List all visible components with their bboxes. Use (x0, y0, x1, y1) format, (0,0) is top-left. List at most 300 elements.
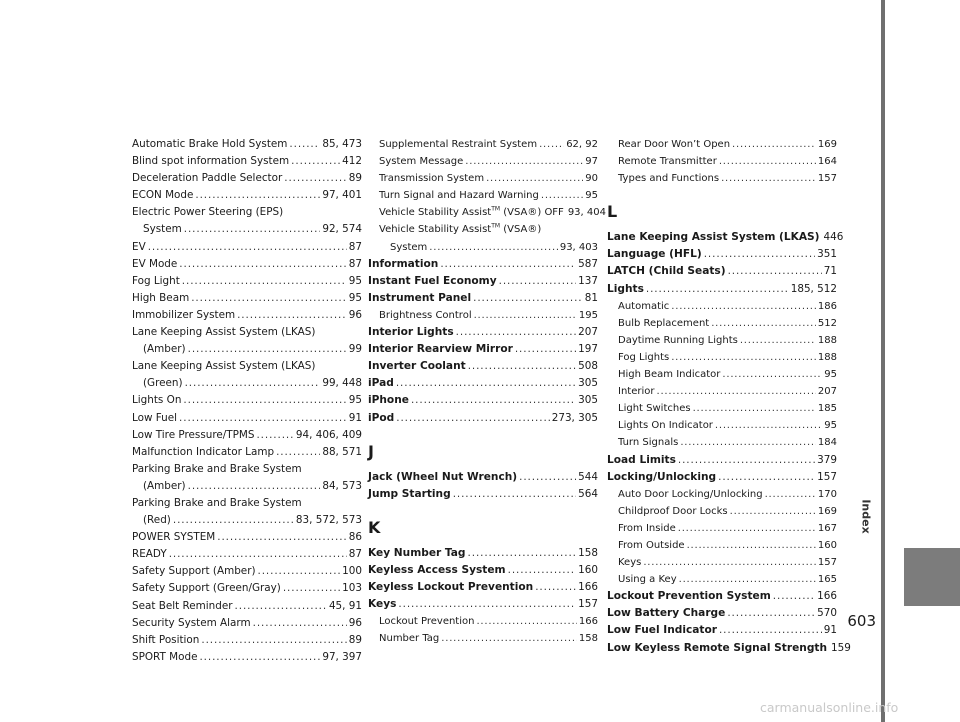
index-entry[interactable] (132, 153, 362, 170)
entry-label-text: SPORT Mode (132, 650, 198, 663)
index-entry[interactable] (607, 366, 837, 383)
entry-label (143, 512, 171, 529)
dot-leader (687, 537, 816, 554)
index-entry[interactable] (132, 410, 362, 427)
index-entry[interactable] (132, 136, 362, 153)
entry-label (618, 315, 709, 332)
entry-page-ref[interactable]: 95 (348, 291, 362, 304)
entry-page-ref[interactable]: 62, 92 (566, 139, 598, 150)
index-entry[interactable] (132, 615, 362, 632)
dot-leader (539, 136, 564, 153)
index-entry[interactable] (368, 307, 598, 324)
entry-page-ref[interactable]: 167 (817, 522, 837, 534)
entry-label-text: Lane Keeping Assist System (LKAS) (132, 360, 316, 373)
index-entry[interactable] (368, 239, 598, 256)
entry-page-ref[interactable]: 446 (823, 231, 844, 244)
entry-label-text: Seat Belt Reminder (132, 599, 233, 612)
entry-page-ref[interactable]: 564 (578, 487, 598, 500)
entry-label-text: Lights (607, 282, 644, 295)
entry-page-ref[interactable]: 95 (348, 394, 362, 407)
entry-label-text: System (390, 241, 428, 253)
entry-label (132, 546, 167, 563)
dot-leader (169, 546, 347, 563)
entry-page-ref[interactable]: 92, 574 (322, 223, 362, 236)
entry-label-text: Parking Brake and Brake System (132, 462, 302, 475)
entry-page-ref[interactable]: 570 (817, 607, 837, 620)
entry-label (132, 307, 235, 324)
index-entry[interactable] (132, 632, 362, 649)
index-entry[interactable] (132, 427, 362, 444)
entry-label (618, 554, 641, 571)
entry-page-ref[interactable]: 185 (817, 403, 837, 415)
entry-label (607, 281, 644, 298)
dot-leader (468, 545, 577, 562)
entry-label-text: Blind spot information System (132, 155, 290, 168)
entry-page-ref[interactable]: 169 (817, 505, 837, 517)
entry-label-text: Language (HFL) (607, 248, 702, 261)
dot-leader (441, 630, 577, 647)
index-entry[interactable] (607, 153, 837, 170)
index-entry[interactable] (132, 546, 362, 563)
entry-page-ref[interactable]: 379 (817, 453, 837, 466)
index-entry[interactable] (607, 281, 837, 298)
entry-label-text: Keys (618, 557, 642, 569)
index-entry[interactable] (607, 434, 837, 451)
entry-label (132, 410, 177, 427)
entry-page-ref[interactable]: 95 (824, 420, 837, 432)
entry-page-ref[interactable]: 305 (578, 394, 598, 407)
entry-page-ref[interactable]: 197 (578, 343, 598, 356)
entry-page-ref[interactable]: 95 (585, 190, 598, 202)
dot-leader (474, 307, 577, 324)
entry-label (132, 615, 251, 632)
entry-label-text: Brightness Control (379, 309, 472, 321)
entry-page-ref[interactable]: 351 (817, 248, 837, 261)
entry-label (618, 298, 669, 315)
index-entry[interactable] (607, 170, 837, 187)
entry-label (132, 563, 256, 580)
index-entry[interactable] (607, 520, 837, 537)
index-entry[interactable] (368, 630, 598, 647)
entry-page-ref[interactable]: 71 (823, 265, 837, 278)
entry-label (132, 463, 302, 475)
index-entry[interactable] (607, 349, 837, 366)
entry-label (607, 246, 702, 263)
index-entry[interactable] (132, 392, 362, 409)
dot-leader (730, 503, 816, 520)
entry-label-text: Safety Support (Green/Gray) (132, 582, 281, 595)
index-entry[interactable] (607, 486, 837, 503)
entry-label (368, 358, 466, 375)
entry-page-ref[interactable]: 159 (831, 641, 851, 654)
entry-label (379, 170, 484, 187)
index-entry[interactable] (132, 375, 362, 392)
dot-leader (440, 256, 576, 273)
entry-label-text: Low Fuel (132, 411, 178, 424)
entry-page-ref[interactable]: 90 (585, 173, 598, 185)
entry-label-text: Low Battery Charge (607, 607, 726, 620)
entry-page-ref[interactable]: 93, 404 (567, 207, 606, 219)
entry-label-text: Lights On (132, 394, 182, 407)
dot-leader (715, 417, 822, 434)
entry-page-ref[interactable]: 88, 571 (322, 445, 362, 458)
entry-page-ref[interactable]: 195 (578, 309, 598, 321)
side-strip (881, 0, 885, 722)
index-entry[interactable] (368, 358, 598, 375)
entry-page-ref[interactable]: 99 (348, 343, 362, 356)
index-entry[interactable] (132, 649, 362, 666)
entry-page-ref[interactable]: 165 (817, 574, 837, 586)
entry-label (368, 469, 517, 486)
index-entry[interactable] (368, 324, 598, 341)
entry-label (379, 136, 537, 153)
index-entry[interactable] (368, 596, 598, 613)
entry-page-ref[interactable]: 81 (584, 291, 598, 304)
entry-label-text: Supplemental Restraint System (379, 139, 538, 150)
entry-page-ref[interactable]: 87 (348, 548, 362, 561)
index-entry[interactable] (132, 273, 362, 290)
dot-leader (535, 579, 576, 596)
page-number: 603 (847, 612, 876, 630)
index-entry[interactable] (132, 256, 362, 273)
index-entry[interactable] (132, 478, 362, 495)
entry-page-ref[interactable]: 273, 305 (551, 411, 598, 424)
entry-label (618, 153, 717, 170)
dot-leader (184, 221, 321, 238)
dot-leader (773, 588, 815, 605)
entry-page-ref[interactable]: 186 (817, 300, 837, 312)
entry-page-ref[interactable]: 188 (817, 351, 837, 363)
entry-page-ref[interactable]: 83, 572, 573 (295, 514, 362, 527)
index-entry[interactable] (368, 545, 598, 562)
index-entry[interactable] (607, 537, 837, 554)
index-entry[interactable] (368, 170, 598, 187)
dot-leader (719, 153, 816, 170)
entry-page-ref[interactable]: 87 (348, 240, 362, 253)
entry-page-ref[interactable]: 166 (817, 590, 837, 603)
entry-label-text: iPod (368, 411, 395, 424)
entry-page-ref[interactable]: 94, 406, 409 (295, 428, 362, 441)
entry-label (618, 417, 713, 434)
entry-page-ref[interactable]: 96 (348, 616, 362, 629)
dot-leader (465, 153, 583, 170)
index-side-tab (881, 0, 960, 722)
index-entry[interactable] (368, 613, 598, 630)
entry-page-ref[interactable]: 160 (817, 539, 837, 551)
dot-leader (291, 153, 340, 170)
dot-leader (678, 520, 816, 537)
dot-leader (680, 434, 816, 451)
dot-leader (179, 410, 347, 427)
entry-label (379, 307, 472, 324)
dot-leader (732, 136, 816, 153)
index-entry[interactable] (132, 204, 362, 221)
entry-page-ref[interactable]: 137 (578, 274, 598, 287)
index-entry[interactable] (368, 375, 598, 392)
entry-label-text: ECON Mode (132, 189, 194, 202)
index-entry[interactable] (607, 400, 837, 417)
dot-leader (486, 170, 583, 187)
entry-page-ref[interactable]: 95 (348, 274, 362, 287)
entry-label-text: Deceleration Paddle Selector (132, 172, 283, 185)
entry-page-ref[interactable]: 185, 512 (790, 282, 837, 295)
index-entry[interactable] (607, 298, 837, 315)
index-entry[interactable] (368, 341, 598, 358)
entry-label-text: Interior Lights (368, 326, 454, 339)
index-entry[interactable] (132, 598, 362, 615)
entry-page-ref[interactable]: 169 (817, 139, 837, 150)
entry-label-text: Daytime Running Lights (618, 334, 738, 346)
index-entry[interactable] (368, 256, 598, 273)
entry-label-text: Low Fuel Indicator (607, 624, 717, 637)
entry-page-ref[interactable]: 305 (578, 377, 598, 390)
entry-label-text: Keyless Access System (368, 563, 506, 576)
entry-page-ref[interactable]: 157 (817, 557, 837, 569)
index-entry[interactable] (368, 187, 598, 204)
entry-page-ref[interactable]: 157 (817, 470, 837, 483)
index-entry[interactable] (607, 383, 837, 400)
entry-label-text: Immobilizer System (132, 308, 236, 321)
entry-label (607, 263, 726, 280)
index-entry[interactable] (132, 358, 362, 375)
entry-label-text: Lockout Prevention (379, 616, 475, 628)
entry-label (607, 452, 676, 469)
index-entry[interactable] (132, 187, 362, 204)
index-entry[interactable] (607, 417, 837, 434)
entry-label-text: Lane Keeping Assist System (LKAS) (607, 231, 820, 244)
trademark-sup: TM (491, 206, 501, 214)
dot-leader (728, 263, 822, 280)
dot-leader (719, 622, 822, 639)
entry-label-text: System Message (379, 156, 464, 168)
entry-page-ref[interactable]: 84, 573 (322, 479, 362, 492)
entry-page-ref[interactable]: 85, 473 (322, 138, 362, 150)
dot-leader (519, 469, 576, 486)
entry-page-ref[interactable]: 166 (578, 580, 598, 593)
entry-label (379, 153, 463, 170)
entry-page-ref[interactable]: 166 (578, 616, 598, 628)
index-entry[interactable] (132, 529, 362, 546)
index-entry[interactable] (607, 332, 837, 349)
entry-page-ref[interactable]: 508 (578, 360, 598, 373)
entry-label-text: Vehicle Stability Assist (379, 207, 492, 219)
entry-page-ref[interactable]: 544 (578, 470, 598, 483)
index-entry[interactable] (132, 512, 362, 529)
entry-page-ref[interactable]: 91 (823, 624, 837, 637)
entry-page-ref[interactable]: 188 (817, 334, 837, 346)
dot-leader (656, 383, 815, 400)
entry-page-ref[interactable]: 97, 401 (322, 189, 362, 202)
entry-page-ref[interactable]: 96 (348, 308, 362, 321)
entry-page-ref[interactable]: 89 (348, 172, 362, 185)
index-entry[interactable] (607, 571, 837, 588)
entry-page-ref[interactable]: 97 (585, 156, 598, 168)
index-entry[interactable] (132, 580, 362, 597)
entry-page-ref[interactable]: 157 (817, 173, 837, 185)
dot-leader (396, 375, 576, 392)
entry-page-ref[interactable]: 170 (817, 488, 837, 500)
entry-page-ref[interactable]: 158 (578, 546, 598, 559)
entry-page-ref[interactable]: 87 (348, 257, 362, 270)
index-entry[interactable] (607, 622, 837, 639)
entry-page-ref[interactable]: 93, 403 (559, 241, 598, 253)
entry-label (132, 136, 287, 153)
entry-label-text: Automatic Brake Hold System (132, 138, 288, 150)
entry-label-text: Instrument Panel (368, 291, 472, 304)
dot-leader (740, 332, 816, 349)
entry-label (143, 375, 183, 392)
entry-label-text: Remote Transmitter (618, 156, 717, 168)
index-entry[interactable] (607, 246, 837, 263)
entry-page-ref[interactable]: 207 (817, 386, 837, 398)
dot-leader (195, 187, 320, 204)
entry-label-text: EV (132, 240, 146, 253)
index-entry[interactable] (607, 503, 837, 520)
entry-label-text: Fog Lights (618, 351, 670, 363)
dot-leader (453, 486, 576, 503)
entry-page-ref[interactable]: 512 (817, 317, 837, 329)
index-letter-heading: K (368, 517, 381, 537)
entry-page-ref[interactable]: 207 (578, 326, 598, 339)
index-entry[interactable] (607, 452, 837, 469)
index-entry[interactable] (368, 204, 606, 221)
index-entry[interactable] (607, 469, 837, 486)
index-entry[interactable] (132, 444, 362, 461)
entry-label (379, 224, 541, 235)
entry-page-ref[interactable]: 86 (348, 531, 362, 544)
entry-page-ref[interactable]: 97, 397 (322, 650, 362, 663)
entry-label (607, 588, 771, 605)
index-entry[interactable] (132, 221, 362, 238)
entry-page-ref[interactable]: 89 (348, 633, 362, 646)
index-entry[interactable] (368, 469, 598, 486)
entry-label (132, 239, 146, 256)
entry-page-ref[interactable]: 157 (578, 598, 598, 611)
index-entry[interactable] (607, 554, 837, 571)
entry-label (618, 503, 728, 520)
entry-label (618, 332, 738, 349)
index-entry[interactable] (368, 290, 598, 307)
entry-page-ref[interactable]: 158 (578, 633, 598, 645)
index-letter-heading: J (368, 441, 374, 461)
dot-leader (188, 341, 347, 358)
entry-label (379, 187, 539, 204)
dot-leader (398, 596, 576, 613)
index-entry[interactable] (132, 495, 362, 512)
entry-page-ref[interactable]: 100 (342, 565, 362, 578)
entry-label (132, 497, 302, 509)
entry-page-ref[interactable]: 184 (817, 437, 837, 449)
dot-leader (276, 444, 320, 461)
index-entry[interactable] (607, 229, 844, 246)
index-entry[interactable] (132, 239, 362, 256)
entry-label-text: iPhone (368, 394, 409, 407)
index-entry[interactable] (607, 136, 837, 153)
index-entry[interactable] (132, 290, 362, 307)
entry-page-ref[interactable]: 164 (817, 156, 837, 168)
entry-label (368, 375, 394, 392)
dot-leader (508, 562, 577, 579)
entry-label-text: LATCH (Child Seats) (607, 265, 726, 278)
index-entry[interactable] (132, 563, 362, 580)
entry-page-ref[interactable]: 412 (342, 155, 362, 168)
index-entry[interactable] (368, 221, 598, 238)
entry-page-ref[interactable]: 45, 91 (328, 599, 362, 612)
entry-page-ref[interactable]: 103 (342, 582, 362, 595)
dot-leader (173, 512, 294, 529)
dot-leader (515, 341, 576, 358)
index-entry[interactable] (132, 341, 362, 358)
entry-label-text: (Amber) (143, 479, 186, 492)
dot-leader (183, 392, 346, 409)
dot-leader (721, 170, 816, 187)
entry-label (618, 170, 719, 187)
entry-page-ref[interactable]: 99, 448 (322, 377, 362, 390)
index-entry[interactable] (132, 170, 362, 187)
dot-leader (253, 615, 347, 632)
entry-label-text: Transmission System (379, 173, 485, 185)
entry-label-text: EV Mode (132, 257, 178, 270)
dot-leader (429, 239, 558, 256)
entry-label (607, 605, 725, 622)
entry-label (368, 545, 466, 562)
entry-label-text: Interior Rearview Mirror (368, 343, 513, 356)
index-tab-block (904, 548, 960, 606)
dot-leader (217, 529, 347, 546)
index-entry[interactable] (368, 136, 598, 153)
dot-leader (199, 649, 320, 666)
index-entry[interactable] (132, 461, 362, 478)
dot-leader (722, 366, 822, 383)
index-column-1 (132, 136, 362, 666)
entry-page-ref[interactable]: 587 (578, 257, 598, 270)
index-entry[interactable] (607, 263, 837, 280)
index-entry[interactable] (607, 315, 837, 332)
index-entry[interactable] (368, 562, 598, 579)
entry-label-text: Auto Door Locking/Unlocking (618, 488, 763, 500)
entry-label-text: Keyless Lockout Prevention (368, 580, 534, 593)
entry-label (607, 229, 820, 246)
index-entry[interactable] (368, 392, 598, 409)
entry-label (368, 596, 396, 613)
dot-leader (671, 298, 816, 315)
dot-leader (237, 307, 347, 324)
entry-page-ref[interactable]: 95 (824, 369, 837, 381)
index-entry[interactable] (132, 324, 362, 341)
entry-label (607, 640, 827, 657)
index-entry[interactable] (368, 273, 598, 290)
index-entry[interactable] (132, 307, 362, 324)
index-entry[interactable] (607, 588, 837, 605)
entry-label-text: Lockout Prevention System (607, 590, 771, 603)
index-entry[interactable] (607, 605, 837, 622)
dot-leader (185, 375, 321, 392)
entry-label (368, 562, 506, 579)
index-entry[interactable] (368, 153, 598, 170)
dot-leader (679, 571, 816, 588)
entry-label (368, 256, 438, 273)
entry-label (132, 529, 215, 546)
index-entry[interactable] (607, 640, 851, 657)
entry-page-ref[interactable]: 91 (348, 411, 362, 424)
index-column-3 (607, 136, 851, 657)
index-entry[interactable] (368, 486, 598, 503)
index-entry[interactable] (368, 410, 598, 427)
entry-label (132, 598, 233, 615)
index-entry[interactable] (368, 579, 598, 596)
entry-page-ref[interactable]: 160 (578, 563, 598, 576)
trademark-sup: TM (491, 223, 501, 231)
